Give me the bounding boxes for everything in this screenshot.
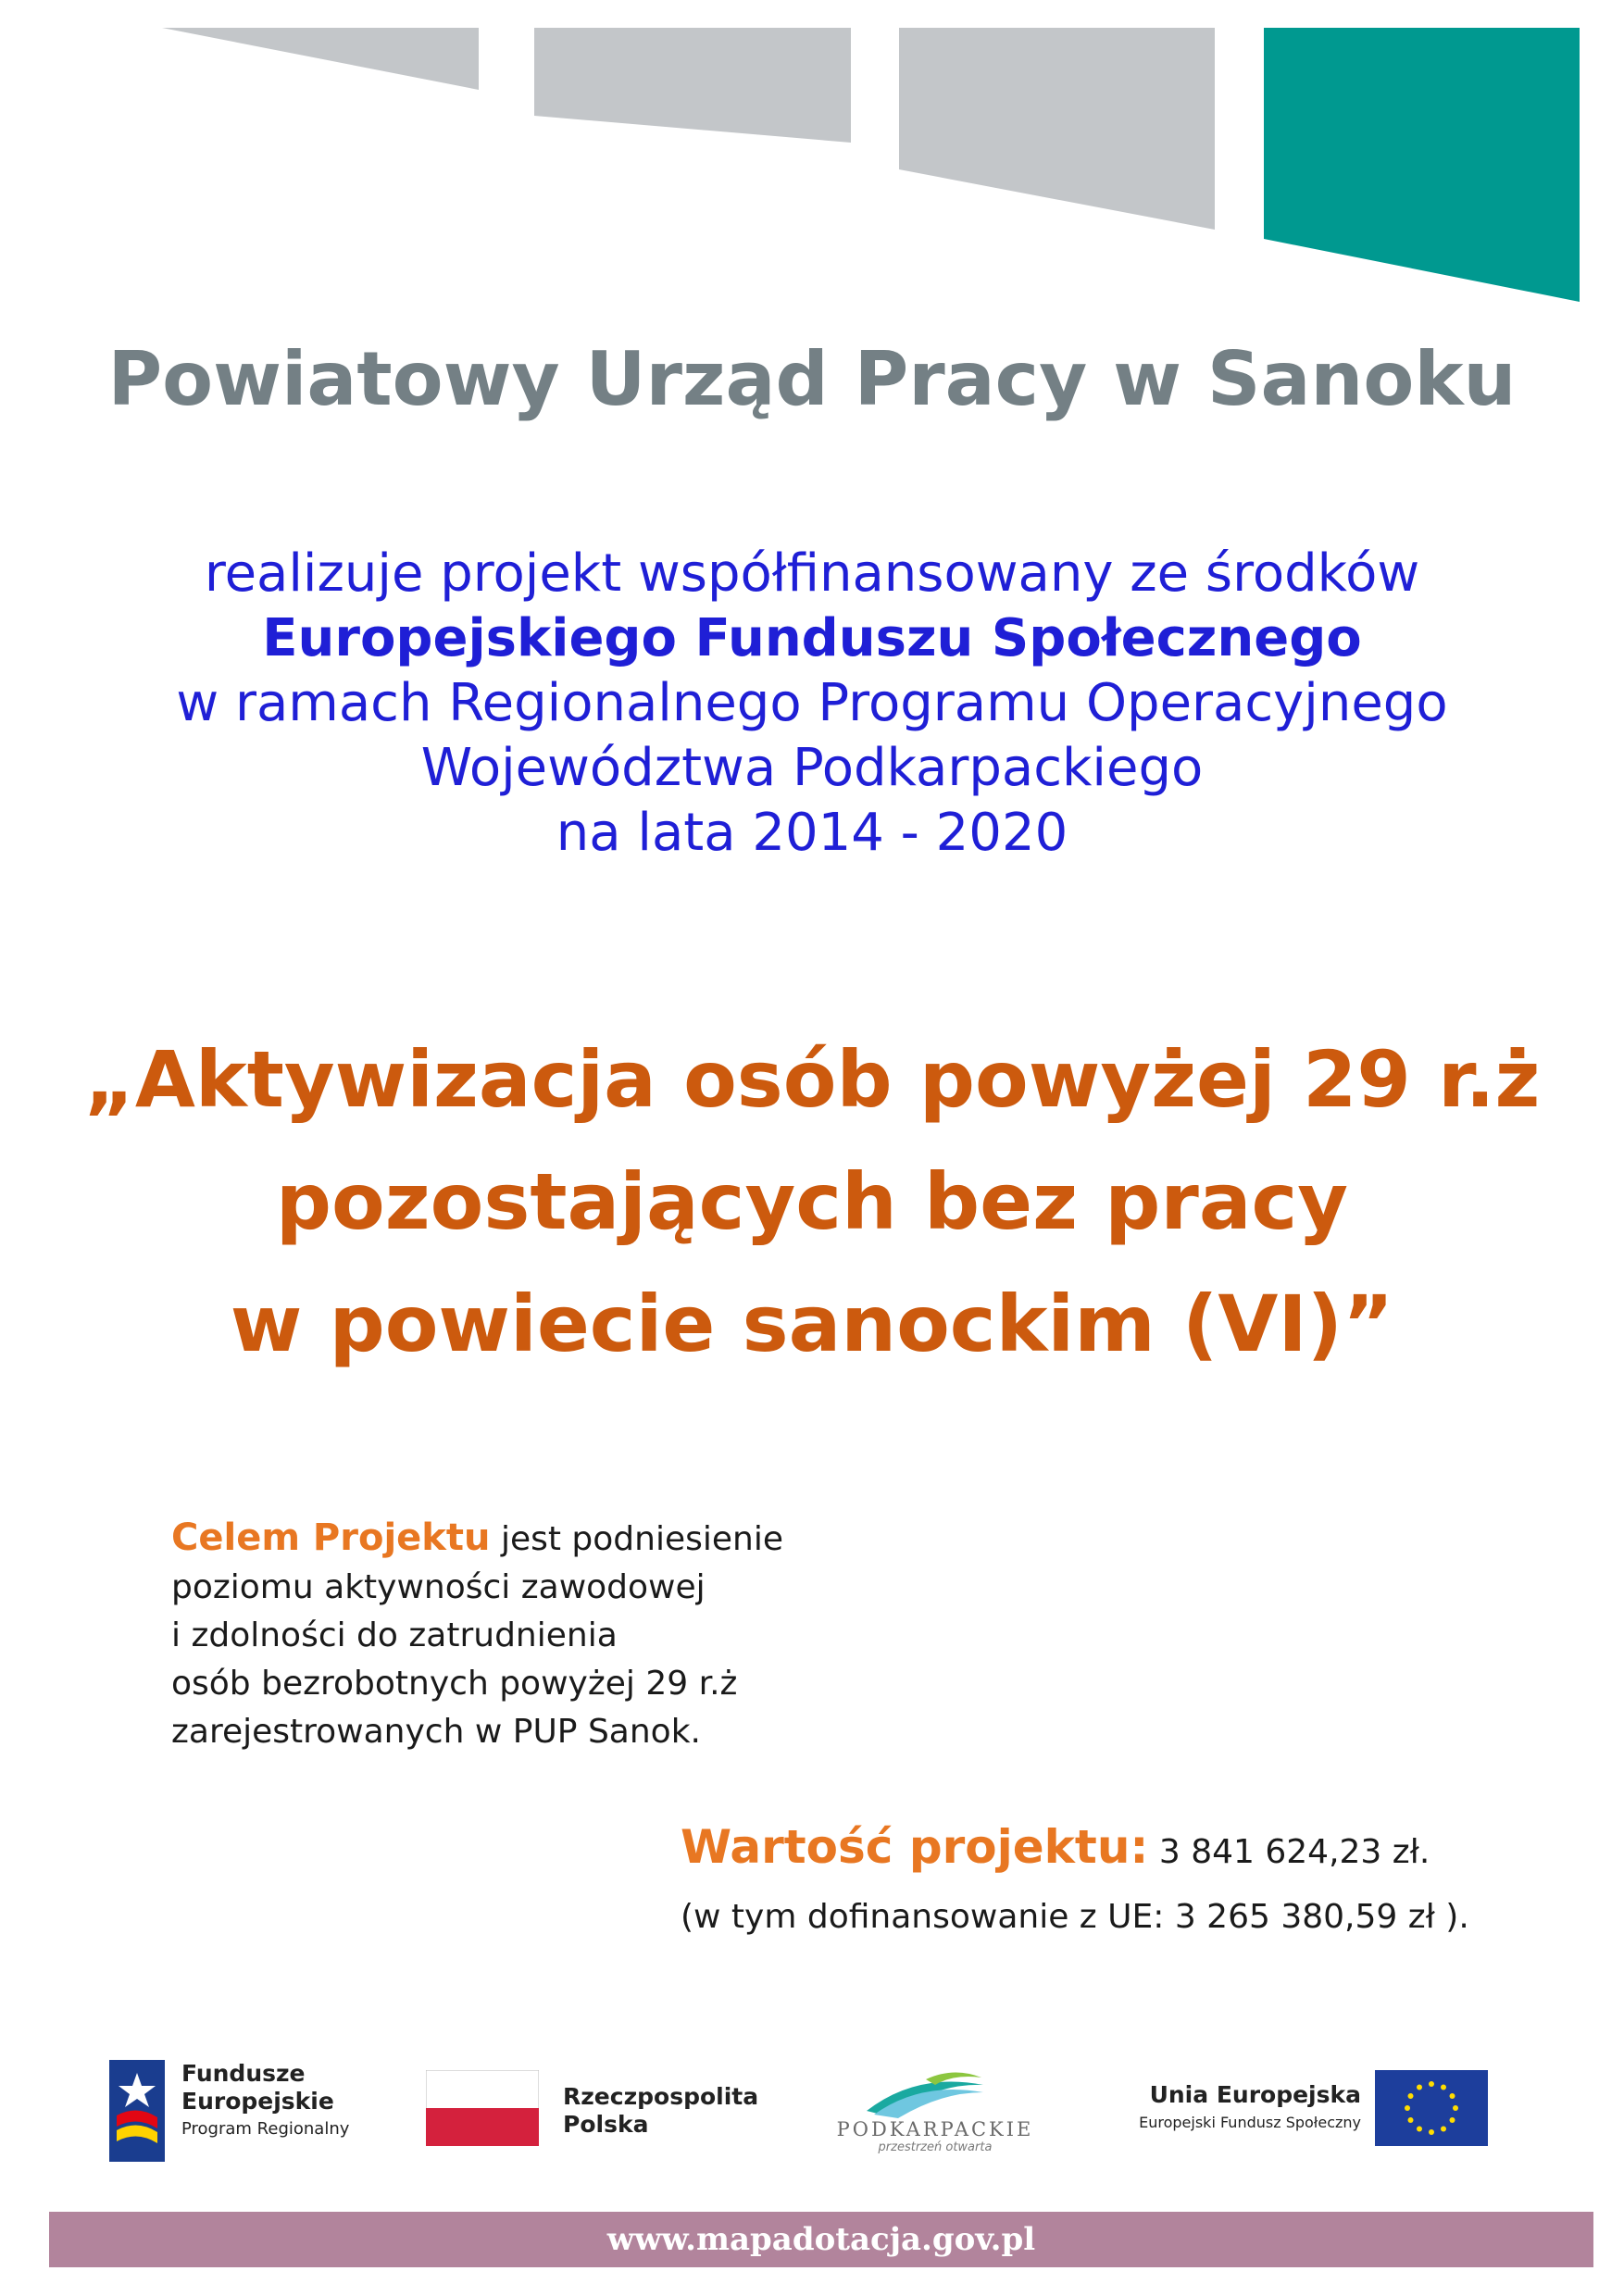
eu-star <box>1429 2081 1434 2087</box>
value-label: Wartość projektu: <box>681 1820 1149 1874</box>
intro-line-3: w ramach Regionalnego Programu Operacyjnego <box>176 673 1448 733</box>
goal-line-2: poziomu aktywności zawodowej <box>171 1568 706 1606</box>
value-note: (w tym dofinansowanie z UE: 3 265 380,59 zł ). <box>681 1898 1469 1936</box>
project-title-line-1: „Aktywizacja osób powyżej 29 r.ż <box>83 1034 1541 1125</box>
fe-text <box>181 2060 349 2143</box>
gray-band-1 <box>162 28 479 90</box>
gray-band-3 <box>899 28 1215 230</box>
goal-line-1-rest: jest podniesienie <box>490 1520 783 1558</box>
gray-band-2 <box>534 28 851 143</box>
fe-line-1: Fundusze <box>181 2060 306 2087</box>
eu-star <box>1450 2117 1455 2123</box>
footer-bar <box>49 2212 1593 2267</box>
pk-name: PODKARPACKIE <box>836 2118 1034 2140</box>
value-amount: 3 841 624,23 zł. <box>1148 1833 1430 1871</box>
logo-bar <box>0 2037 1624 2176</box>
project-value <box>681 1815 1569 1950</box>
eu-star <box>1408 2117 1414 2123</box>
eu-star <box>1441 2085 1446 2090</box>
project-title <box>0 1018 1624 1385</box>
eu-star <box>1450 2093 1455 2099</box>
project-goal <box>171 1514 912 1756</box>
header-bands <box>0 0 1624 315</box>
intro-line-5: na lata 2014 - 2020 <box>556 803 1068 863</box>
pk-tagline: przestrzeń otwarta <box>878 2140 993 2154</box>
intro-line-2: Europejskiego Funduszu Społecznego <box>262 608 1362 668</box>
ue-line-1: Unia Europejska <box>1149 2081 1361 2108</box>
eu-star <box>1441 2127 1446 2132</box>
office-title: Powiatowy Urząd Pracy w Sanoku <box>107 336 1517 422</box>
intro-block <box>0 542 1624 866</box>
eu-star <box>1408 2093 1414 2099</box>
ue-line-2: Europejski Fundusz Społeczny <box>1139 2114 1361 2131</box>
rp-line-1: Rzeczpospolita <box>563 2083 759 2110</box>
podkarpackie-logo <box>861 2065 991 2120</box>
goal-line-1 <box>171 1514 912 1564</box>
pk-text <box>829 2118 1042 2154</box>
teal-band <box>1264 28 1580 302</box>
footer-url-link[interactable]: www.mapadotacja.gov.pl <box>606 2221 1036 2258</box>
intro-line-4: Województwa Podkarpackiego <box>420 738 1204 798</box>
goal-label: Celem Projektu <box>171 1516 491 1559</box>
eu-star <box>1429 2129 1434 2135</box>
eu-star <box>1417 2085 1422 2090</box>
rp-line-2: Polska <box>563 2111 649 2138</box>
value-line <box>681 1815 1569 1885</box>
goal-line-3: i zdolności do zatrudnienia <box>171 1616 618 1654</box>
ue-text <box>1111 2081 1361 2137</box>
intro-line-1: realizuje projekt współfinansowany ze środków <box>204 543 1420 604</box>
eu-flag-icon <box>1375 2070 1488 2146</box>
fundusze-europejskie-logo <box>109 2060 165 2162</box>
eu-star <box>1417 2127 1422 2132</box>
rp-text <box>563 2083 758 2139</box>
eu-star <box>1405 2105 1410 2111</box>
project-title-line-3: w powiecie sanockim (VI)” <box>230 1279 1394 1369</box>
polish-flag-icon <box>426 2070 539 2146</box>
goal-line-4: osób bezrobotnych powyżej 29 r.ż <box>171 1665 738 1703</box>
eu-star <box>1453 2105 1458 2111</box>
goal-line-5: zarejestrowanych w PUP Sanok. <box>171 1713 701 1751</box>
fe-line-2: Europejskie <box>181 2088 334 2115</box>
project-title-line-2: pozostających bez pracy <box>275 1156 1349 1247</box>
fe-line-3: Program Regionalny <box>181 2119 350 2139</box>
